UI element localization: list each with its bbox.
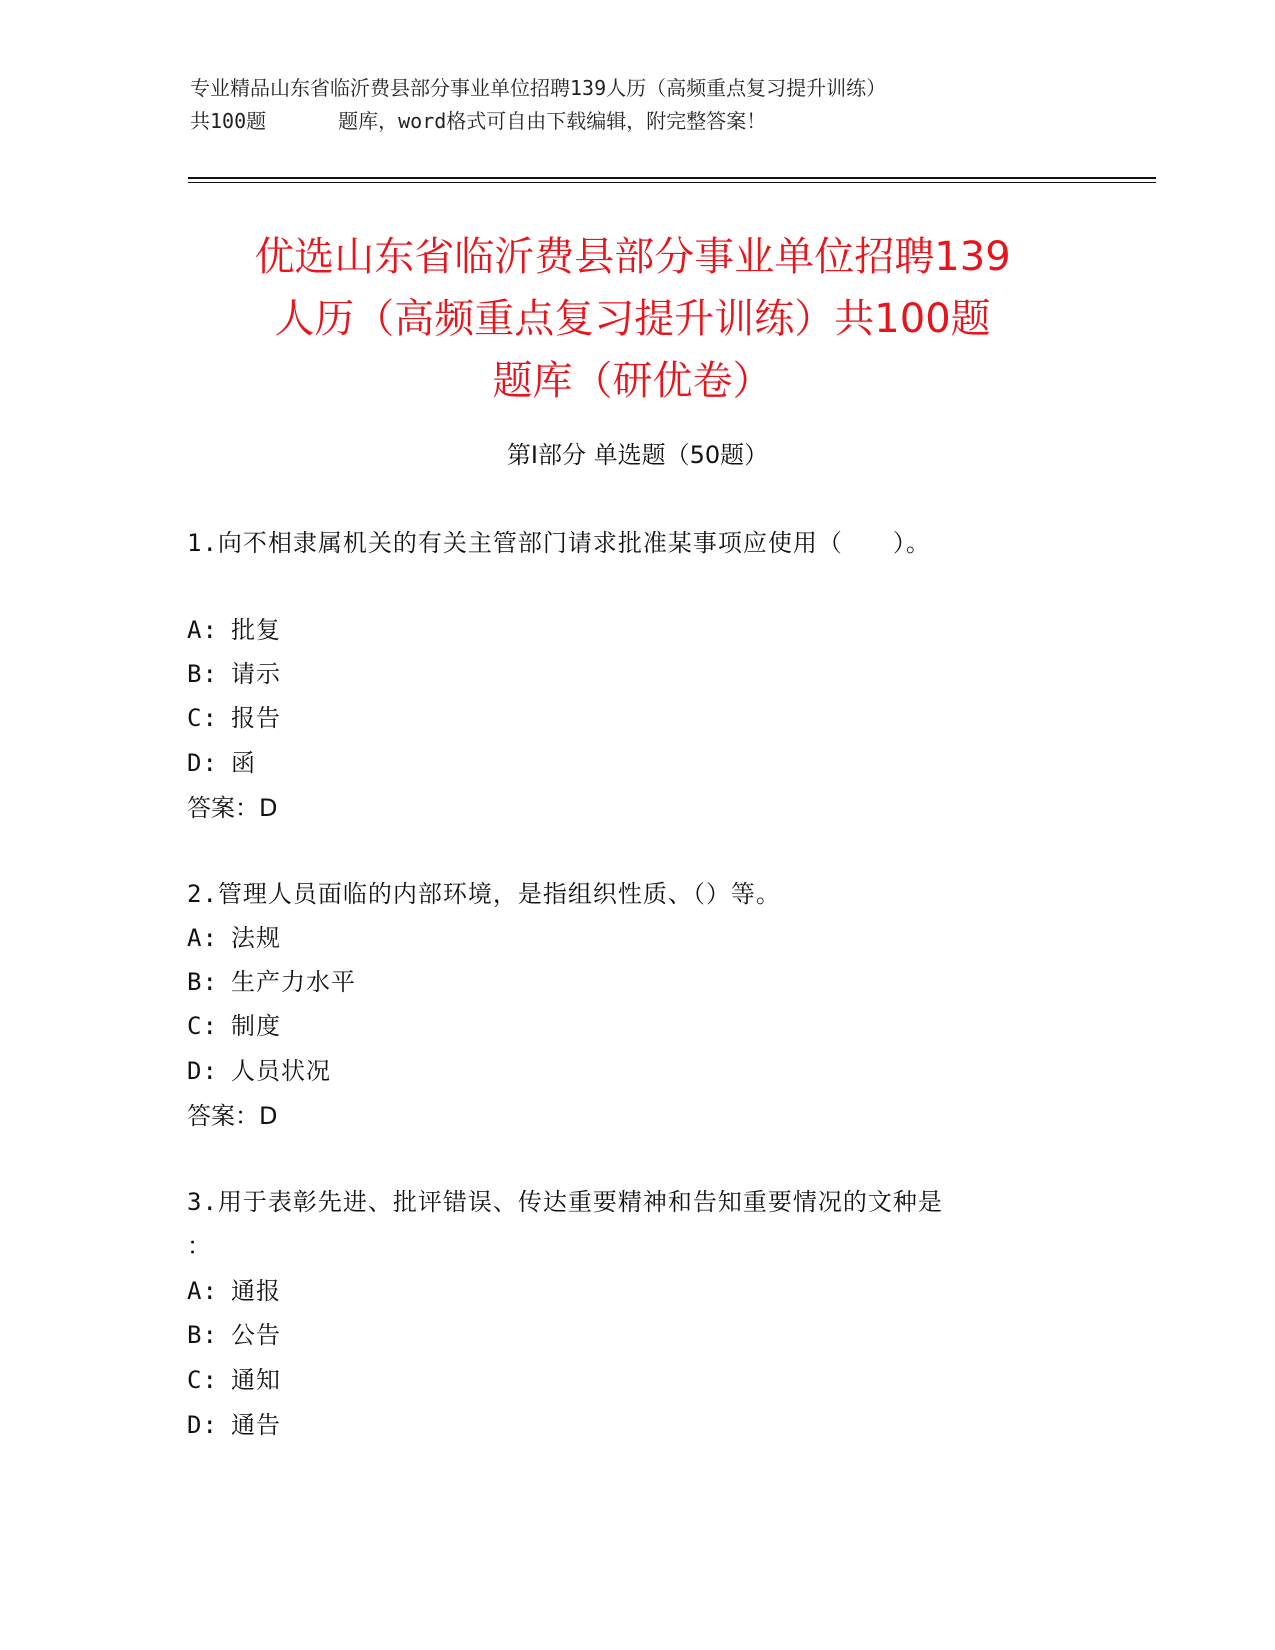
header-divider-thick xyxy=(188,177,1156,179)
option-text: 报告 xyxy=(231,704,281,732)
question-1-option-c xyxy=(187,702,281,734)
title-line-2: 人历（高频重点复习提升训练）共100题 xyxy=(274,296,991,342)
header-question-count: 共100题 xyxy=(190,109,267,133)
option-letter: D: xyxy=(187,1057,218,1085)
question-2-option-a xyxy=(187,922,281,954)
option-text: 请示 xyxy=(231,660,281,688)
question-1-answer: 答案：D xyxy=(187,794,278,822)
question-2-option-b xyxy=(187,966,356,998)
question-1-option-a xyxy=(187,614,281,646)
question-2-option-d xyxy=(187,1055,331,1087)
option-text: 制度 xyxy=(231,1012,281,1040)
option-letter: A: xyxy=(187,1277,218,1305)
question-3-text: 3.用于表彰先进、批评错误、传达重要精神和告知重要情况的文种是 xyxy=(187,1188,943,1216)
question-1-option-b xyxy=(187,658,281,690)
question-1-option-d xyxy=(187,747,256,779)
option-text: 通告 xyxy=(231,1411,281,1439)
option-letter: C: xyxy=(187,1366,218,1394)
option-letter: B: xyxy=(187,660,218,688)
option-letter: A: xyxy=(187,616,218,644)
option-letter: D: xyxy=(187,1411,218,1439)
option-text: 人员状况 xyxy=(231,1057,331,1085)
option-text: 批复 xyxy=(231,616,281,644)
option-text: 函 xyxy=(231,749,256,777)
header-line-2 xyxy=(190,105,1090,138)
option-text: 通报 xyxy=(231,1277,281,1305)
title-line-1: 优选山东省临沂费县部分事业单位招聘139 xyxy=(254,234,1011,280)
question-3-option-a xyxy=(187,1275,281,1307)
option-letter: A: xyxy=(187,924,218,952)
option-text: 生产力水平 xyxy=(231,968,356,996)
question-2-text: 2.管理人员面临的内部环境，是指组织性质、（）等。 xyxy=(187,880,781,908)
header-line-1: 专业精品山东省临沂费县部分事业单位招聘139人历（高频重点复习提升训练） xyxy=(190,76,887,100)
option-letter: D: xyxy=(187,749,218,777)
option-letter: C: xyxy=(187,1012,218,1040)
question-3-option-c xyxy=(187,1364,281,1396)
option-text: 公告 xyxy=(231,1321,281,1349)
option-letter: B: xyxy=(187,968,218,996)
option-letter: B: xyxy=(187,1321,218,1349)
option-text: 通知 xyxy=(231,1366,281,1394)
option-letter: C: xyxy=(187,704,218,732)
title-line-3: 题库（研优卷） xyxy=(492,358,773,404)
question-3-text-continued: ： xyxy=(187,1232,212,1260)
question-2-answer: 答案：D xyxy=(187,1102,278,1130)
header-divider-thin xyxy=(188,182,1156,183)
question-1-text: 1.向不相隶属机关的有关主管部门请求批准某事项应使用（ ）。 xyxy=(187,529,931,557)
header-note xyxy=(190,72,1090,138)
question-2-option-c xyxy=(187,1010,281,1042)
header-format-note: 题库，word格式可自由下载编辑，附完整答案！ xyxy=(338,109,767,133)
section-heading: 第Ⅰ部分 单选题（50题） xyxy=(506,441,769,469)
question-3-option-b xyxy=(187,1319,281,1351)
option-text: 法规 xyxy=(231,924,281,952)
document-title xyxy=(180,226,1085,412)
question-3-option-d xyxy=(187,1409,281,1441)
